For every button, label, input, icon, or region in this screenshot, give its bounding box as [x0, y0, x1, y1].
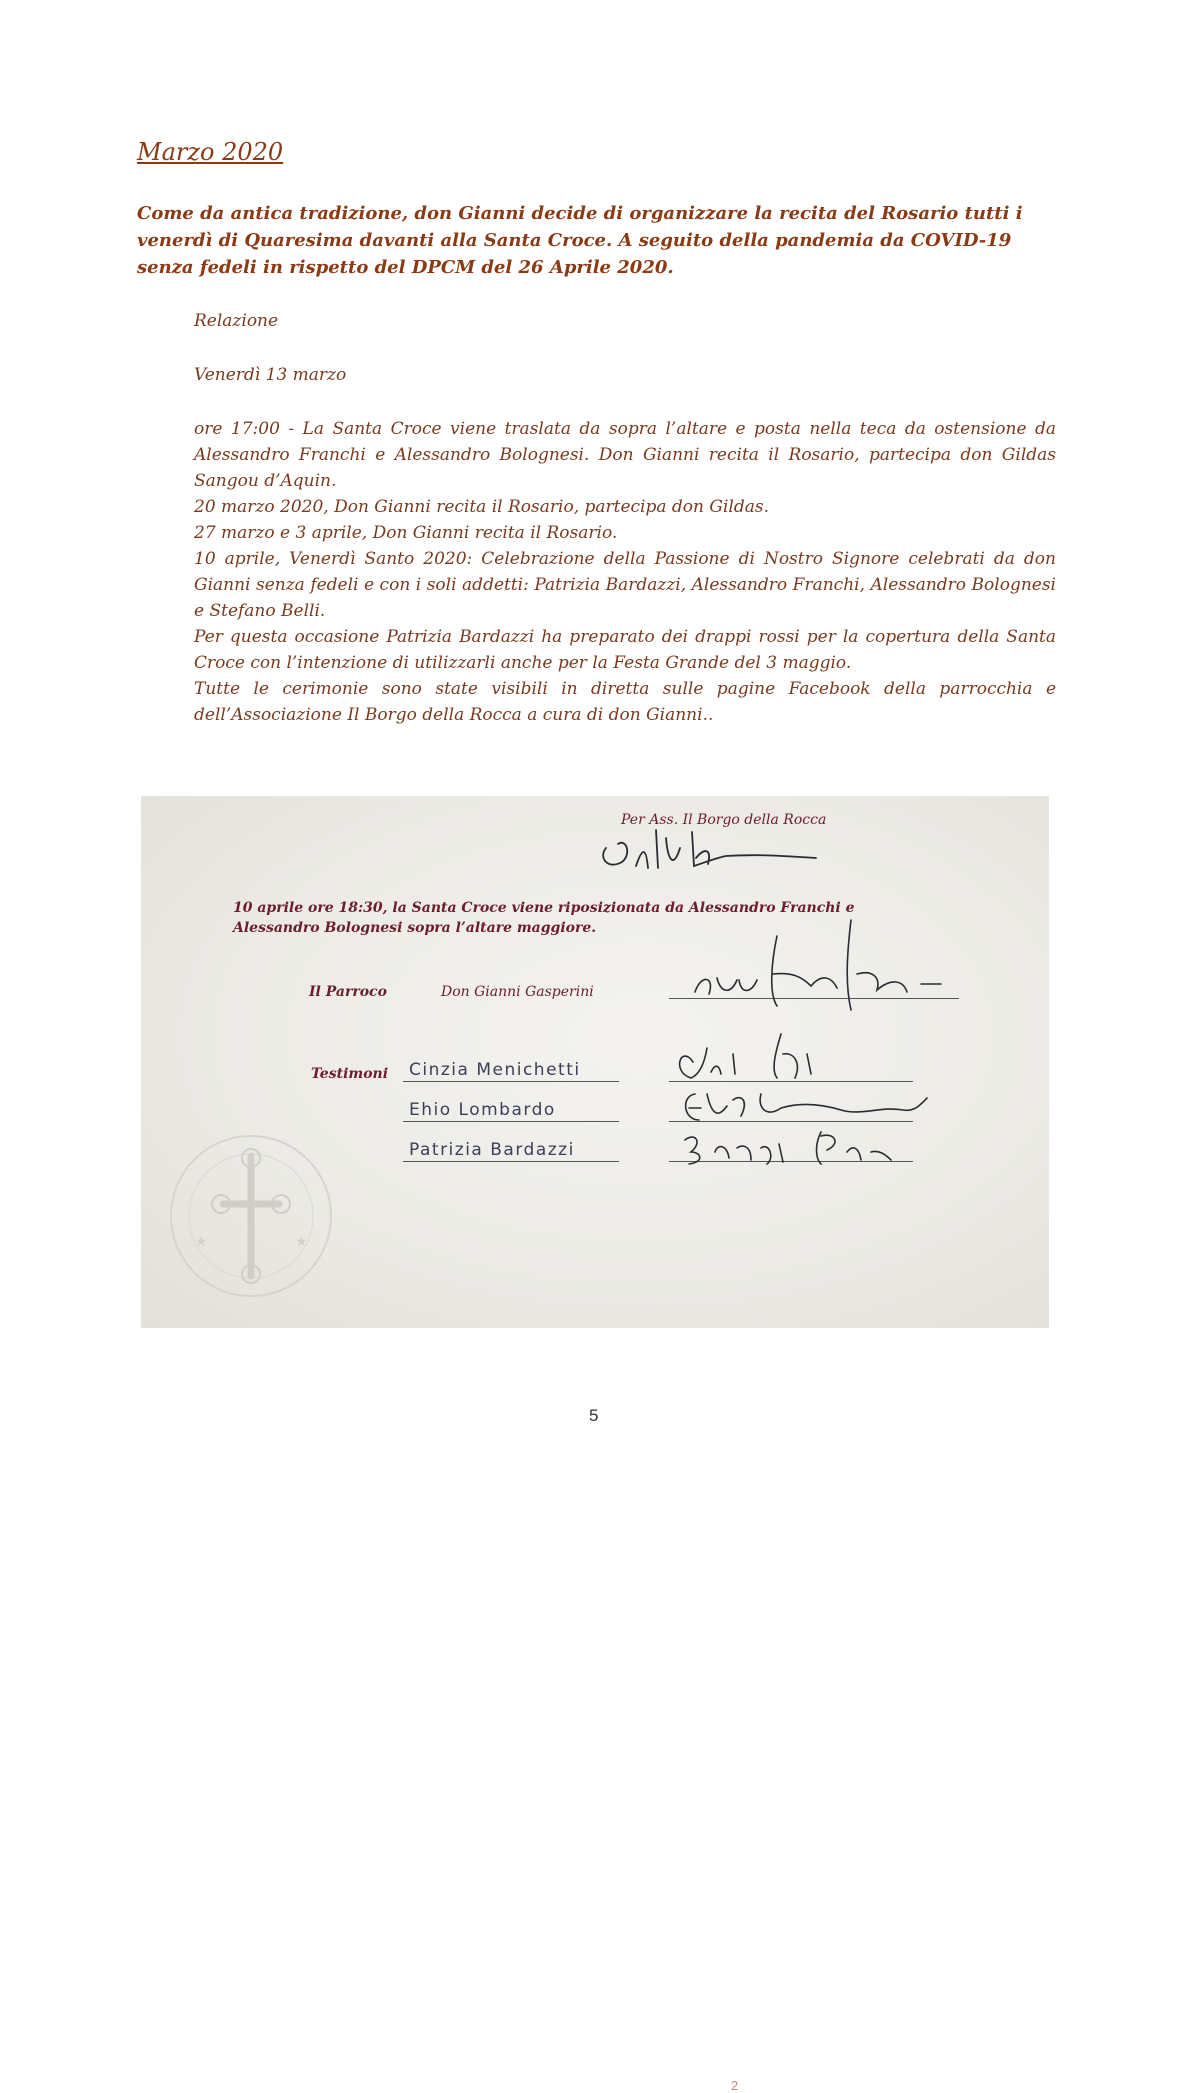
witness-name-line	[403, 1081, 619, 1082]
parroco-signature	[681, 914, 981, 1014]
report-entry: 27 marzo e 3 aprile, Don Gianni recita il Rosario.	[194, 523, 618, 543]
witness-name-line	[403, 1161, 619, 1162]
report-entry: Tutte le cerimonie sono state visibili in diretta sulle pagine Facebook della parrocchia e dell’Associazione Il Borgo della Rocca a cura di don Gianni..	[194, 679, 1056, 725]
witness-name-line	[403, 1121, 619, 1122]
report-entry: Per questa occasione Patrizia Bardazzi ha preparato dei drappi rossi per la copertura della Santa Croce con l’intenzione di utilizzarli anche per la Festa Grande del 3 maggio.	[194, 627, 1056, 673]
report-entry: 10 aprile, Venerdì Santo 2020: Celebrazione della Passione di Nostro Signore celebrati da don Gianni senza fedeli e con i soli addetti: Patrizia Bardazzi, Alessandro Franchi, Alessandro Bolognesi e Stefano Belli.	[194, 549, 1056, 621]
report-entries	[194, 416, 1056, 728]
svg-text:★: ★	[295, 1234, 308, 1250]
page-number: 5	[589, 1406, 599, 1425]
intro-paragraph: Come da antica tradizione, don Gianni decide di organizzare la recita del Rosario tutti i venerdì di Quaresima davanti alla Santa Croce. A seguito della pandemia da COVID-19 senza fedeli in rispetto del DPCM del 26 Aprile 2020.	[137, 203, 1023, 278]
witness-name: Ehio Lombardo	[409, 1100, 556, 1120]
svg-text:★: ★	[195, 1234, 208, 1250]
witness-name: Cinzia Menichetti	[409, 1060, 581, 1080]
association-signature	[596, 818, 836, 878]
date-subheading: Venerdì 13 marzo	[194, 365, 347, 385]
relazione-label: Relazione	[194, 311, 279, 331]
parish-seal-emboss	[161, 1126, 341, 1306]
witness-name: Patrizia Bardazzi	[409, 1140, 575, 1160]
section-heading: Marzo 2020	[137, 138, 284, 166]
association-label: Per Ass. Il Borgo della Rocca	[621, 812, 827, 828]
inner-page-number: 2	[731, 2078, 739, 2093]
testimoni-label: Testimoni	[311, 1066, 389, 1082]
report-entry: ore 17:00 - La Santa Croce viene traslata da sopra l’altare e posta nella teca da ostensione da Alessandro Franchi e Alessandro Bolognesi. Don Gianni recita il Rosario, partecipa don Gildas Sangou d’Aquin.	[194, 419, 1056, 491]
statement-line-2: Alessandro Bolognesi sopra l’altare maggiore.	[233, 920, 597, 936]
parroco-name: Don Gianni Gasperini	[441, 984, 594, 1000]
parroco-label: Il Parroco	[309, 984, 387, 1000]
signed-document-photo	[141, 796, 1049, 2093]
witness-signatures	[671, 1024, 951, 1174]
report-entry: 20 marzo 2020, Don Gianni recita il Rosario, partecipa don Gildas.	[194, 497, 769, 517]
statement-line-1: 10 aprile ore 18:30, la Santa Croce viene riposizionata da Alessandro Franchi e	[233, 900, 855, 916]
